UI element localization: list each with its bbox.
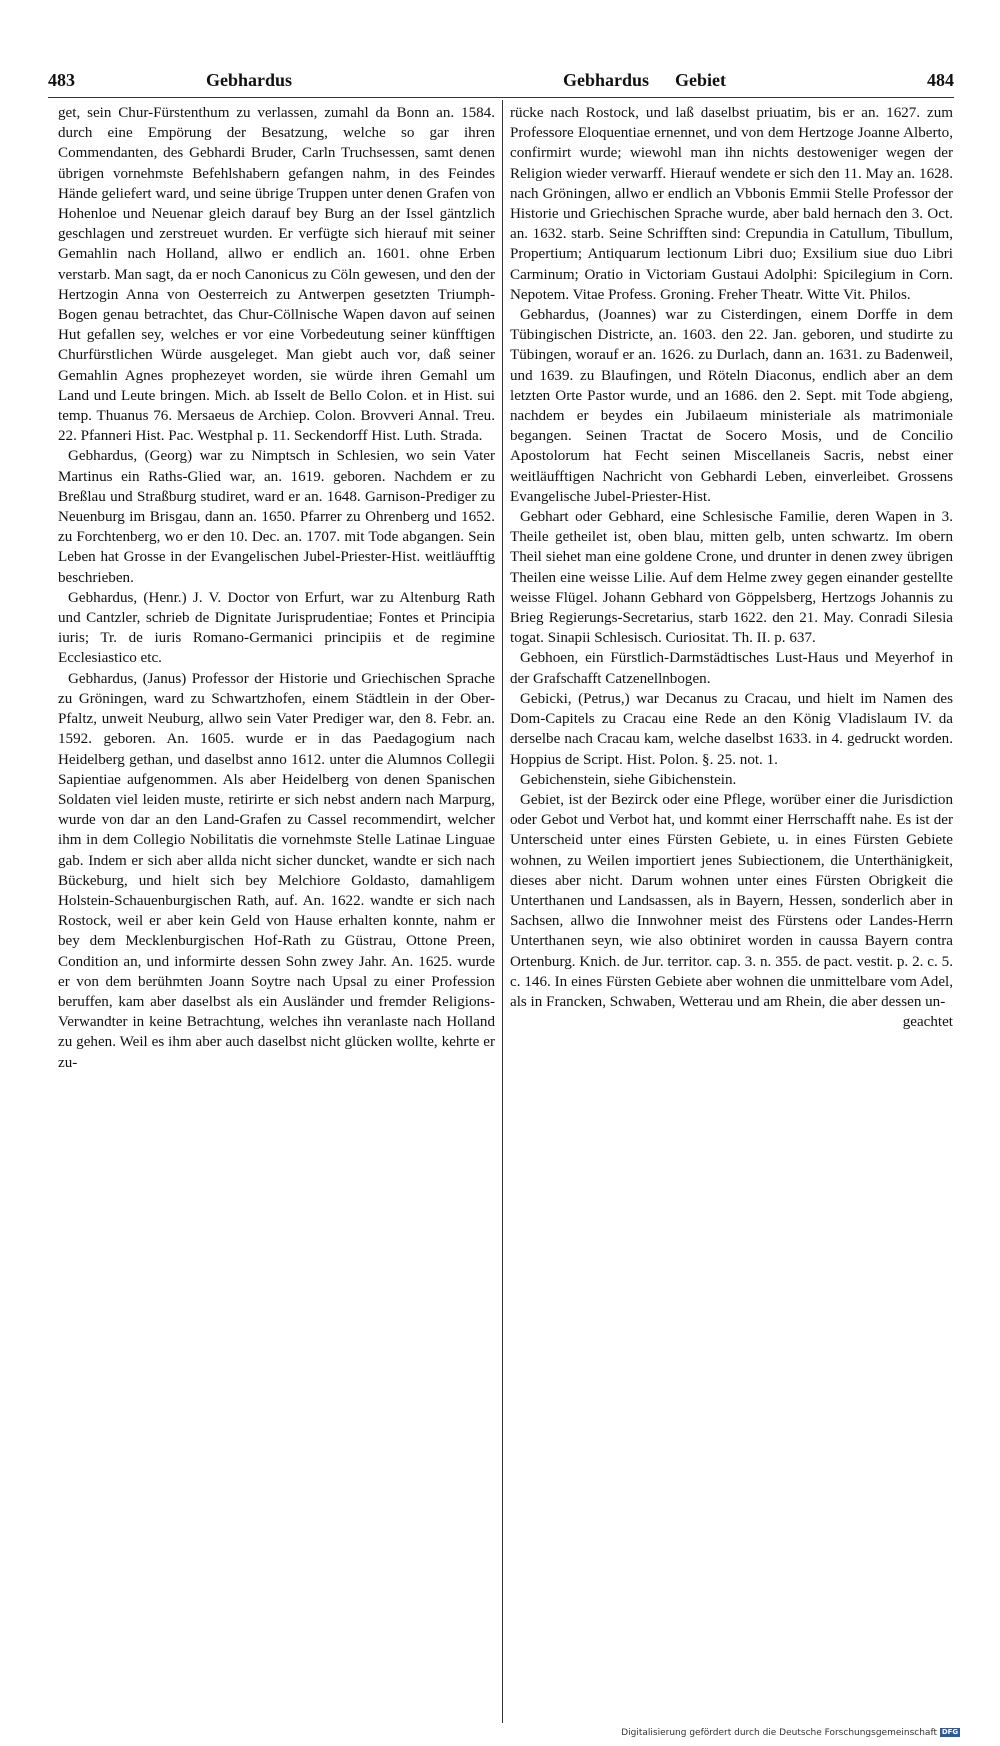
left-column xyxy=(58,103,495,1733)
footer-text: Digitalisierung gefördert durch die Deutsche Forschungsgemeinschaft xyxy=(621,1728,937,1738)
column-divider xyxy=(502,100,503,1723)
footer xyxy=(621,1728,960,1738)
running-head-left: Gebhardus xyxy=(206,70,293,90)
entry-gebhardus-joannes: Gebhardus, (Joannes) war zu Cisterdingen, einem Dorffe in dem Tübingischen Districte, an. 1603. den 22. Jan. geboren, und studirte zu Tübingen, worauf er an. 1626. zu Durlach, dann an. 1631. zu Badenweil, und 1639. zu Blaufingen, und Röteln Diaconus, endlich aber an dem letzten Orte Pastor wurde, und an 1686. den 2. Sept. mit Tode abgieng, nachdem er beydes ein Jubilaeum ministeriale als matrimoniale begangen. Seinen Tractat de Socero Mosis, und de Concilio Apostolorum hat Fecht seinen Miscellaneis Sacris, nebst einer weitläufftigen Nachricht von Gebhardi Leben, einverleibet. Grossens Evangelische Jubel-Priester-Hist. xyxy=(510,307,953,505)
entry-gebicki: Gebicki, (Petrus,) war Decanus zu Cracau, und hielt im Namen des Dom-Capitels zu Cracau eine Rede an den König Vladislaum IV. da derselbe nach Cracau kam, welche daselbst 1633. in 4. gedruckt worden. Hoppius de Script. Hist. Polon. §. 25. not. 1. xyxy=(510,690,953,768)
running-head-right-2: Gebiet xyxy=(675,70,726,90)
entry-continuation: get, sein Chur-Fürstenthum zu verlassen, zumahl da Bonn an. 1584. durch eine Empörung der Besatzung, welche so gar ihren Commendanten, des Gebhardi Bruder, Carln Truchsessen, samt denen übrigen vornehmste Befehlshabern gefangen nahm, in des Feindes Hände geliefert ward, und seine übrige Truppen unter denen Grafen von Hohenloe und Neuenar gleich darauf bey Burg an der Issel gäntzlich geschlagen und zerstreuet wurden. Er verfügte sich hierauf mit seiner Gemahlin nach Holland, allwo er endlich an. 1601. ohne Erben verstarb. Man sagt, da er noch Canonicus zu Cöln gewesen, und den der Hertzogin Anna von Oesterreich zu Antwerpen gesetzten Triumph-Bogen genau betrachtet, das Chur-Cöllnische Wapen davon auf seinen Hut gefallen sey, welches er vor eine Vorbedeutung seiner künfftigen Churfürstlichen Würde ausgeleget. Man giebt auch vor, daß seiner Gemahlin Agnes prophezeyet worden, sie würde ihren Gemahl um Land und Leute bringen. Mich. ab Isselt de Bello Colon. et in Hist. sui temp. Thuanus 76. Mersaeus de Archiep. Colon. Brovveri Annal. Treu. 22. Pfanneri Hist. Pac. Westphal p. 11. Seckendorff Hist. Luth. Strada. xyxy=(58,105,495,445)
entry-gebhardus-henr: Gebhardus, (Henr.) J. V. Doctor von Erfurt, war zu Altenburg Rath und Cantzler, schrieb de Dignitate Jurisprudentiae; Fontes et Principia iuris; Tr. de iuris Romano-Germanici principiis et de regimine Ecclesiastico etc. xyxy=(58,589,495,667)
entry-gebiet: Gebiet, ist der Bezirck oder eine Pflege, worüber einer die Jurisdiction oder Gebot und Verbot hat, und kommt einer Herrschafft nahe. Es ist der Unterscheid unter eines Fürsten Gebiete, u. in eines Fürsten Gebiete wohnen, zu Weilen importiert jenes Subiectionem, die Unterthänigkeit, dieses aber nicht. Darum wohnen unter eines Fürsten Obrigkeit die Unterthanen und Landsassen, als in Bayern, Hessen, sonderlich aber in Sachsen, allwo die Innwohner meist des Fürstens oder Landes-Herrn Unterthanen seyn, wie also obtiniret worden in caussa Bayern contra Ortenburg. Knich. de Jur. territor. cap. 3. n. 355. de pact. vestit. p. 2. c. 5. c. 146. In eines Fürsten Gebiete aber wohnen die unmittelbare vom Adel, als in Francken, Schwaben, Wetterau und am Rhein, die aber dessen un- xyxy=(510,791,953,1010)
entry-janus-continued: rücke nach Rostock, und laß daselbst priuatim, bis er an. 1627. zum Professore Eloquentiae ernennet, und von dem Hertzoge Joanne Alberto, confirmirt wurde; wiewohl man ihn nichts destoweniger wegen der Religion wieder verwarff. Hierauf wendete er sich den 11. May an. 1628. nach Gröningen, allwo er endlich an Vbbonis Emmii Stelle Professor der Historie und Griechischen Sprache wurde, aber bald hernach den 3. Oct. an. 1632. starb. Seine Schrifften sind: Crepundia in Catullum, Tibullum, Propertium; Antiquarum lectionum Libri duo; Exsilium siue duo Libri Carminum; Oratio in Victoriam Gustaui Adolphi: Spicilegium in Corn. Nepotem. Vitae Profess. Groning. Freher Theatr. Witte Vit. Philos. xyxy=(510,105,953,303)
right-column xyxy=(510,103,953,1733)
entry-gebhardus-georg: Gebhardus, (Georg) war zu Nimptsch in Schlesien, wo sein Vater Martinus ein Raths-Glied war, an. 1619. geboren. Nachdem er zu Breßlau und Straßburg studiret, ward er an. 1648. Garnison-Prediger zu Neuenburg im Brisgau, dann an. 1650. Pfarrer zu Ohrenberg und 1652. zu Forchtenberg, wo er den 10. Dec. an. 1707. mit Tode abgangen. Sein Leben hat Grosse in der Evangelischen Jubel-Priester-Hist. weitläufftig beschrieben. xyxy=(58,448,495,586)
page-number-right: 484 xyxy=(927,70,954,90)
header-rule xyxy=(48,97,954,98)
page-number-left: 483 xyxy=(48,70,75,90)
page-header xyxy=(48,70,954,100)
entry-gebhart: Gebhart oder Gebhard, eine Schlesische Familie, deren Wapen in 3. Theile getheilet ist, oben blau, mitten gelb, unten schwartz. Im obern Theil siehet man eine goldene Crone, und drunter in denen zwey übrigen Theilen eine weisse Lilie. Auf dem Helme zwey gegen einander gestellte weisse Flügel. Johann Gebhard von Göppelsberg, Hertzogs Johannis zu Brieg Regierungs-Secretarius, starb 1622. den 21. May. Conradi Silesia togat. Sinapii Schlesisch. Curiositat. Th. II. p. 637. xyxy=(510,509,953,647)
dfg-logo: DFG xyxy=(941,1728,959,1736)
running-head-right: Gebhardus xyxy=(563,70,650,90)
entry-gebhoen: Gebhoen, ein Fürstlich-Darmstädtisches Lust-Haus und Meyerhof in der Grafschafft Catzenellnbogen. xyxy=(510,650,953,687)
catchword: geachtet xyxy=(902,1014,953,1031)
entry-gebichenstein: Gebichenstein, siehe Gibichenstein. xyxy=(520,771,737,788)
entry-gebhardus-janus: Gebhardus, (Janus) Professor der Historie und Griechischen Sprache zu Gröningen, ward zu Schwartzhofen, einem Städtlein in der Ober-Pfaltz, unweit Neuburg, allwo sein Vater Prediger war, den 8. Febr. an. 1592. geboren. An. 1605. wurde er in das Paedagogium nach Heidelberg gethan, und daselbst anno 1612. unter die Alumnos Collegii Sapientiae aufgenommen. Als aber Heidelberg von denen Spanischen Soldaten viel leiden muste, retirirte er sich nebst andern nach Marpurg, wurde von dar an den Land-Grafen zu Cassel recommendirt, welcher ihm in dem Collegio Nobilitatis die vornehmste Stelle Latinae Linguae gab. Indem er sich aber allda nicht sicher duncket, wandte er sich nach Bückeburg, und hielt sich bey Melchiore Goldasto, damahligem Holstein-Schauenburgischen Rath, auf. An. 1622. wandte er sich nach Rostock, weil er aber kein Geld von Hause erhalten konnte, nahm er bey dem Mecklenburgischen Hof-Rath zu Güstrau, Ottone Preen, Condition an, und informirte dessen Sohn zwey Jahr. An. 1625. wurde er von dem berühmten Joann Soytre nach Upsal zu einer Profession beruffen, kam aber daselbst als ein Ausländer und fremder Religions-Verwandter in keine Betrachtung, welches ihn veranlaste nach Holland zu gehen. Weil es ihm aber auch daselbst nicht glücken wollte, kehrte er zu- xyxy=(58,670,495,1071)
